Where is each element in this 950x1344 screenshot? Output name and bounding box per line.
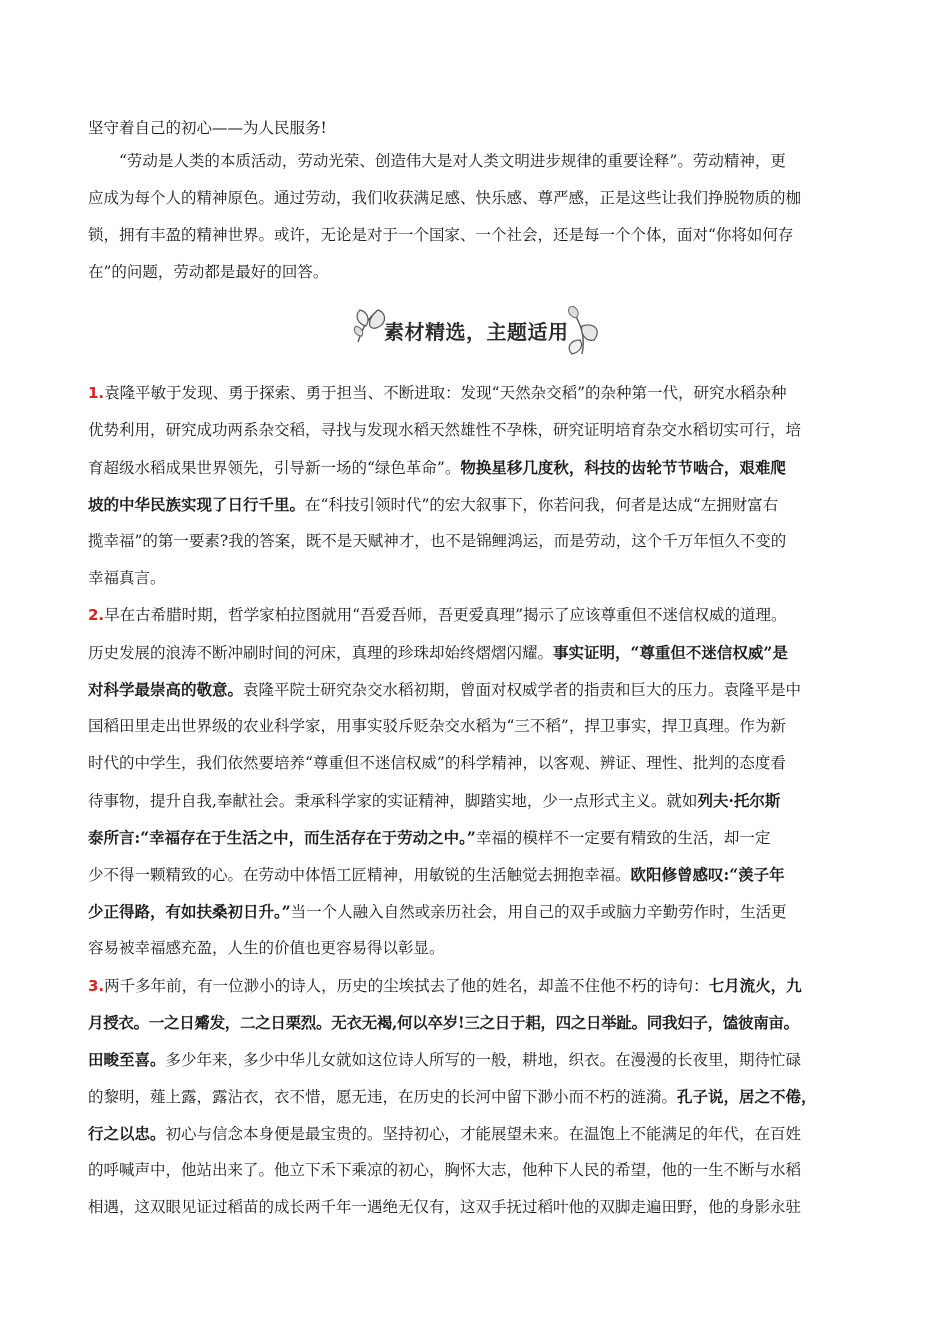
item-line xyxy=(88,967,864,1004)
bold-text-run: 事实证明，“尊重但不迷信权威”是 xyxy=(553,643,788,662)
item-line xyxy=(88,819,864,856)
text-run: 育超级水稻成果世界领先，引导新一场的“绿色革命”。 xyxy=(88,459,461,477)
intro-line: 锁，拥有丰盈的精神世界。或许，无论是对于一个国家、一个社会，还是每一个个体，面对“你将如何存 xyxy=(88,226,794,244)
item-line xyxy=(88,708,864,745)
banner-title: 素材精选，主题适用 xyxy=(384,320,569,344)
item-3 xyxy=(88,967,864,1226)
text-run: 相遇，这双眼见证过稻苗的成长两千年一遇绝无仅有，这双手抚过稻叶他的双脚走遍田野，他的身影永驻 xyxy=(88,1198,802,1216)
item-line xyxy=(88,1041,864,1078)
item-number: 3. xyxy=(88,977,105,995)
text-run: 当一个人融入自然或亲历社会，用自己的双手或脑力辛勤劳作时，生活更 xyxy=(290,903,787,921)
intro-line: 应成为每个人的精神原色。通过劳动，我们收获满足感、快乐感、尊严感，正是这些让我们挣脱物质的枷 xyxy=(88,189,802,207)
text-run: 初心与信念本身便是最宝贵的。坚持初心，才能展望未来。在温饱上不能满足的年代，在百姓 xyxy=(165,1125,802,1143)
item-line xyxy=(88,523,864,560)
bold-text-run: 少正得路，有如扶桑初日升。” xyxy=(88,902,291,921)
item-line xyxy=(88,782,864,819)
text-run: 待事物，提升自我,奉献社会。秉承科学家的实证精神，脚踏实地，少一点形式主义。就如 xyxy=(88,792,698,810)
item-line xyxy=(88,634,864,671)
item-line xyxy=(88,671,864,708)
item-line xyxy=(88,375,864,412)
text-run: 的呼喊声中，他站出来了。他立下禾下乘凉的初心，胸怀大志，他种下人民的希望，他的一生不断与水稻 xyxy=(88,1161,802,1179)
text-run: 幸福真言。 xyxy=(88,569,166,587)
item-number: 1. xyxy=(88,384,105,402)
item-line xyxy=(88,893,864,930)
text-run: 少不得一颗精致的心。在劳动中体悟工匠精神，用敏锐的生活触觉去拥抱幸福。 xyxy=(88,866,631,884)
text-run: 袁隆平院士研究杂交水稻初期，曾面对权威学者的指责和巨大的压力。袁隆平是中 xyxy=(243,681,802,699)
item-line xyxy=(88,1004,864,1041)
item-line xyxy=(88,745,864,782)
item-line xyxy=(88,930,864,967)
text-run: 揽幸福”的第一要素?我的答案，既不是天赋神才，也不是锦鲤鸿运，而是劳动，这个千万年恒久不变的 xyxy=(88,532,787,550)
item-1 xyxy=(88,375,864,597)
item-number: 2. xyxy=(88,606,105,624)
bold-text-run: 行之以忠。 xyxy=(88,1124,166,1143)
intro-line: 在”的问题，劳动都是最好的回答。 xyxy=(88,263,329,281)
bold-text-run: 泰所言:“幸福存在于生活之中，而生活存在于劳动之中。” xyxy=(88,828,476,847)
text-run: 幸福的模样不一定要有精致的生活，却一定 xyxy=(475,829,771,847)
bold-text-run: 欧阳修曾感叹:“羡子年 xyxy=(630,865,785,884)
intro-line: “劳动是人类的本质活动，劳动光荣、创造伟大是对人类文明进步规律的重要诠释”。劳动精神，更 xyxy=(119,152,786,170)
bold-text-run: 列夫·托尔斯 xyxy=(697,791,781,810)
item-line xyxy=(88,1189,864,1226)
text-run: 优势利用，研究成功两系杂交稻，寻找与发现水稻天然雄性不孕株，研究证明培育杂交水稻切实可行，培 xyxy=(88,421,802,439)
item-line xyxy=(88,449,864,486)
bold-text-run: 物换星移几度秋，科技的齿轮节节啮合，艰难爬 xyxy=(460,458,786,477)
text-run: 国稻田里走出世界级的农业科学家，用事实驳斥贬杂交水稻为“三不稻”，捍卫事实，捍卫真理。作为新 xyxy=(88,717,786,735)
text-run: 两千多年前，有一位渺小的诗人，历史的尘埃拭去了他的姓名，却盖不住他不朽的诗句： xyxy=(104,977,709,995)
text-run: 袁隆平敏于发现、勇于探索、勇于担当、不断进取：发现“天然杂交稻”的杂种第一代，研究水稻杂种 xyxy=(104,384,787,402)
item-line xyxy=(88,560,864,597)
bold-text-run: 对科学最崇高的敬意。 xyxy=(88,680,244,699)
section-banner xyxy=(352,298,606,362)
intro-section xyxy=(88,113,864,291)
item-line xyxy=(88,1115,864,1152)
text-run: 的黎明，薤上露，露沾衣，衣不惜，愿无违，在历史的长河中留下渺小而不朽的涟漪。 xyxy=(88,1088,678,1106)
intro-line: 坚守着自己的初心——为人民服务! xyxy=(88,119,327,137)
item-line xyxy=(88,856,864,893)
text-run: 容易被幸福感充盈，人生的价值也更容易得以彰显。 xyxy=(88,939,445,957)
item-line xyxy=(88,1078,864,1115)
text-run: 在“科技引领时代”的宏大叙事下，你若问我，何者是达成“左拥财富右 xyxy=(305,496,779,514)
bold-text-run: 田畯至喜。 xyxy=(88,1050,166,1069)
item-line xyxy=(88,486,864,523)
bold-text-run: 月授衣。一之日觱发，二之日栗烈。无衣无褐,何以卒岁!三之日于耜，四之日举趾。同我妇子，馌彼南亩。 xyxy=(88,1013,799,1032)
item-line xyxy=(88,1152,864,1189)
bold-text-run: 坡的中华民族实现了日行千里。 xyxy=(88,495,306,514)
text-run: 早在古希腊时期，哲学家柏拉图就用“吾爱吾师，吾更爱真理”揭示了应该尊重但不迷信权威的道理。 xyxy=(104,606,787,624)
text-run: 历史发展的浪涛不断冲刷时间的河床，真理的珍珠却始终熠熠闪耀。 xyxy=(88,644,554,662)
bold-text-run: 七月流火，九 xyxy=(708,976,802,995)
text-run: 时代的中学生，我们依然要培养“尊重但不迷信权威”的科学精神，以客观、辨证、理性、批判的态度看 xyxy=(88,754,786,772)
leaf-right-icon xyxy=(564,306,604,358)
item-2 xyxy=(88,597,864,967)
bold-text-run: 孔子说，居之不倦， xyxy=(677,1087,817,1106)
item-line xyxy=(88,597,864,634)
item-line xyxy=(88,412,864,449)
text-run: 多少年来，多少中华儿女就如这位诗人所写的一般，耕地，织衣。在漫漫的长夜里，期待忙碌 xyxy=(165,1051,802,1069)
